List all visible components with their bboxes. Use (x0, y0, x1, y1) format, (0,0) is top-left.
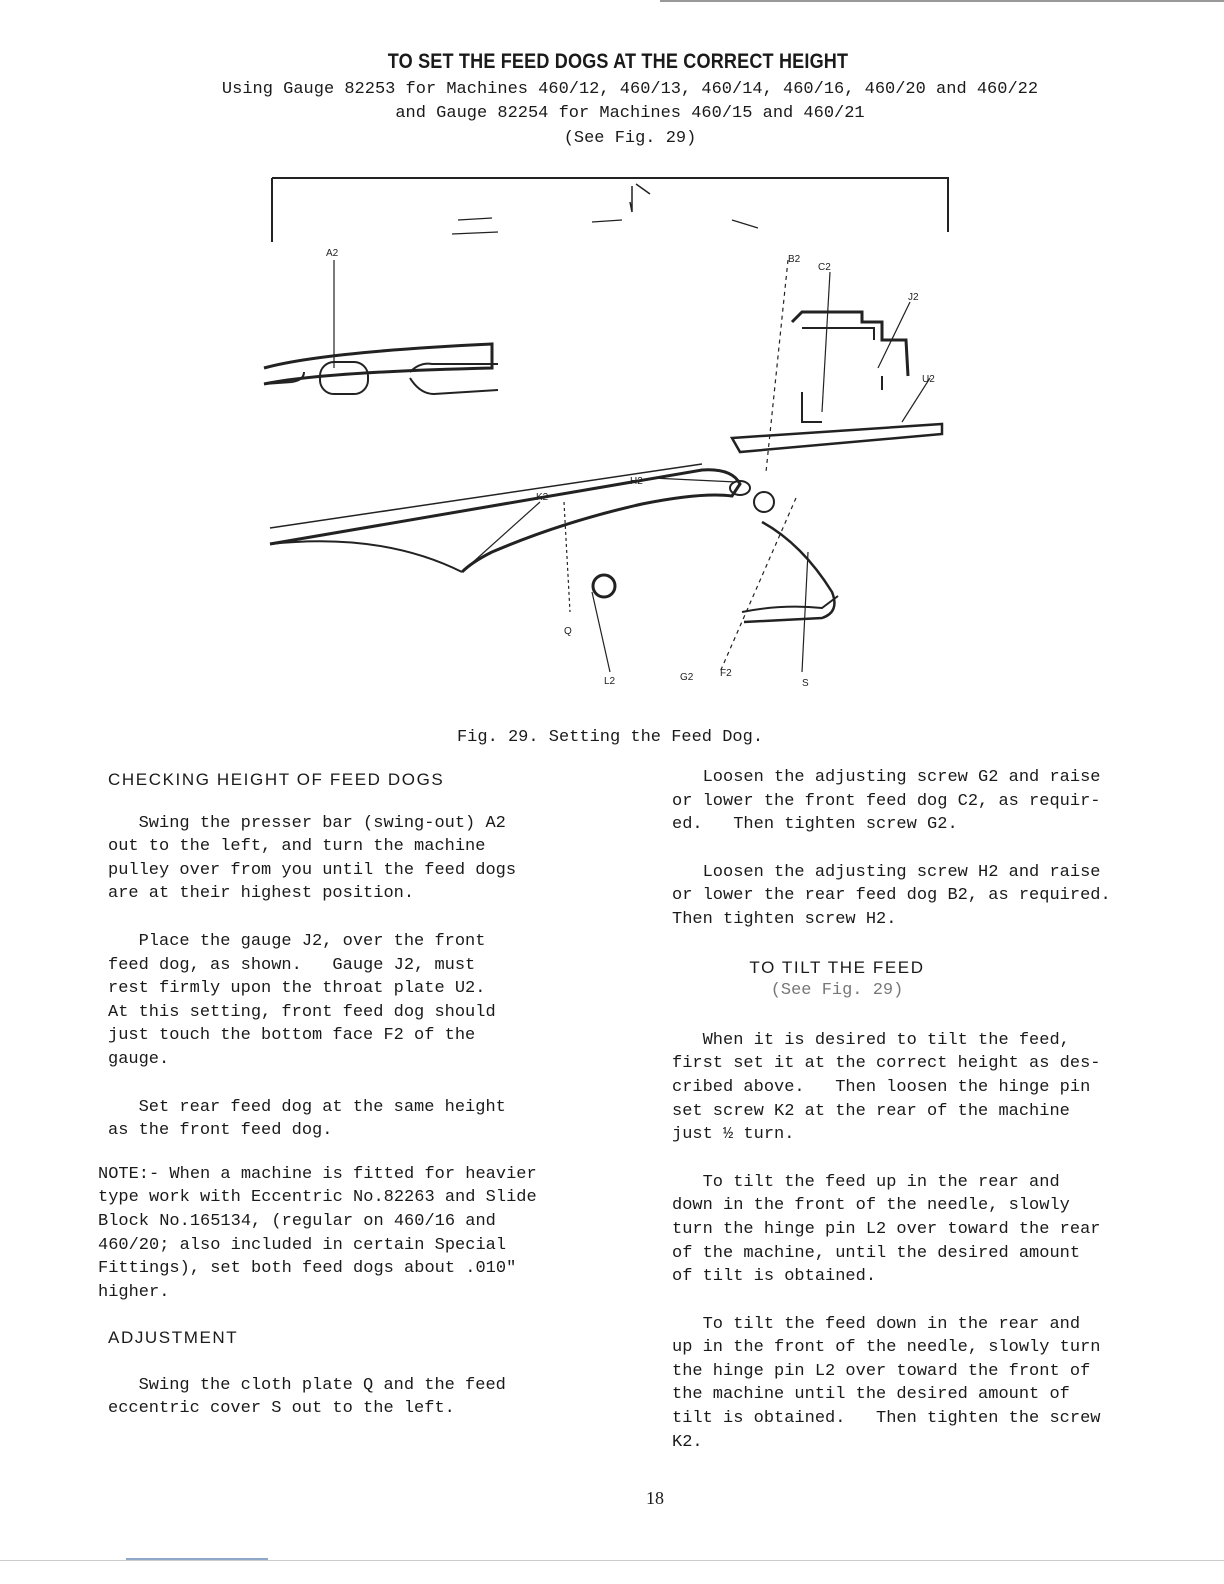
text-line: set screw K2 at the rear of the machine (672, 1101, 1070, 1121)
text-line: Place the gauge J2, over the front (108, 931, 486, 951)
bottom-mark (126, 1558, 268, 1560)
label-h2: H2 (630, 476, 643, 487)
text-line: Block No.165134, (regular on 460/16 and (98, 1211, 496, 1231)
text-line: of the machine, until the desired amount (672, 1243, 1081, 1263)
text-line: Loosen the adjusting screw G2 and raise (672, 768, 1101, 787)
text-line: or lower the front feed dog C2, as requir- (672, 791, 1101, 811)
text-line: first set it at the correct height as des- (672, 1054, 1101, 1074)
text-line: out to the left, and turn the machine (108, 837, 486, 857)
label-b2: B2 (788, 254, 801, 265)
note-heavier-work (98, 1163, 628, 1305)
text-line: higher. (98, 1282, 170, 1302)
text-line: K2. (672, 1432, 703, 1452)
tilt-figure-reference: (See Fig. 29) (770, 981, 904, 1001)
feed-bar (270, 470, 740, 572)
text-line: just touch the bottom face F2 of the (108, 1026, 476, 1046)
label-l2: L2 (604, 676, 616, 687)
throat-plate (732, 424, 942, 452)
text-line: feed dog, as shown. Gauge J2, must (108, 955, 476, 975)
paragraph-swing-presser-bar (108, 812, 628, 906)
text-line: the machine until the desired amount of (672, 1385, 1070, 1405)
paragraph-tilt-up-rear (672, 1171, 1192, 1289)
label-k2: K2 (536, 492, 549, 503)
bottom-rule (0, 1560, 1224, 1561)
text-line: type work with Eccentric No.82263 and Slide (98, 1188, 537, 1208)
text-line: 460/20; also included in certain Special (98, 1235, 507, 1255)
text-line: tilt is obtained. Then tighten the screw (672, 1409, 1101, 1429)
text-line: To tilt the feed up in the rear and (672, 1172, 1060, 1192)
label-g2: G2 (680, 672, 694, 683)
text-line: are at their highest position. (108, 884, 415, 904)
label-a2: A2 (326, 248, 339, 259)
page-number: 18 (646, 1488, 664, 1508)
text-line: To tilt the feed down in the rear and (672, 1314, 1081, 1334)
left-column (98, 768, 628, 1421)
paragraph-tilt-intro (672, 1029, 1192, 1147)
text-line: as the front feed dog. (108, 1121, 333, 1141)
text-line: just ½ turn. (672, 1125, 795, 1145)
heading-adjustment: ADJUSTMENT (108, 1328, 239, 1348)
text-line: NOTE:- When a machine is fitted for heavier (98, 1164, 537, 1184)
label-j2: J2 (908, 292, 919, 303)
gauge-line-2: and Gauge 82254 for Machines 460/15 and 460/21 (395, 104, 865, 123)
text-line: pulley over from you until the feed dogs (108, 860, 517, 880)
text-line: Fittings), set both feed dogs about .010" (98, 1259, 517, 1279)
text-line: Swing the cloth plate Q and the feed (108, 1375, 506, 1395)
text-line: of tilt is obtained. (672, 1267, 877, 1287)
gauge-j2 (792, 312, 908, 376)
feed-dog-figure (262, 172, 962, 700)
text-line: Swing the presser bar (swing-out) A2 (108, 813, 506, 833)
page-title: TO SET THE FEED DOGS AT THE CORRECT HEIGHT (387, 50, 849, 73)
text-line: Loosen the adjusting screw H2 and raise (672, 862, 1101, 882)
text-line: down in the front of the needle, slowly (672, 1196, 1070, 1216)
paragraph-tilt-down-rear (672, 1313, 1192, 1455)
top-rule (660, 0, 1224, 2)
right-column (672, 766, 1192, 1454)
text-line: eccentric cover S out to the left. (108, 1399, 455, 1419)
label-s: S (802, 678, 809, 689)
text-line: cribed above. Then loosen the hinge pin (672, 1077, 1091, 1097)
text-line: Set rear feed dog at the same height (108, 1097, 506, 1117)
paragraph-cloth-plate (108, 1374, 628, 1421)
label-u2: U2 (922, 374, 935, 385)
figure-reference: (See Fig. 29) (563, 129, 697, 148)
figure-frame (272, 178, 948, 232)
label-c2: C2 (818, 262, 831, 273)
text-line: At this setting, front feed dog should (108, 1002, 496, 1022)
text-line: ed. Then tighten screw G2. (672, 815, 958, 835)
text-line: rest firmly upon the throat plate U2. (108, 979, 486, 999)
heading-checking-height: CHECKING HEIGHT OF FEED DOGS (108, 770, 445, 789)
gauge-line-1: Using Gauge 82253 for Machines 460/12, 460/13, 460/14, 460/16, 460/20 and 460/22 (221, 80, 1039, 99)
text-line: up in the front of the needle, slowly turn (672, 1338, 1101, 1358)
text-line: gauge. (108, 1049, 170, 1069)
text-line: or lower the rear feed dog B2, as required. (672, 886, 1111, 906)
hinge-pin-l2 (593, 575, 615, 597)
text-line: Then tighten screw H2. (672, 909, 897, 929)
text-line: When it is desired to tilt the feed, (672, 1030, 1070, 1050)
heading-tilt-feed: TO TILT THE FEED (749, 957, 925, 977)
feed-dog-illustration (262, 172, 962, 700)
text-line: the hinge pin L2 over toward the front of (672, 1361, 1091, 1381)
paragraph-adjust-g2 (672, 766, 1192, 837)
label-f2: F2 (720, 668, 732, 679)
label-q: Q (564, 626, 572, 637)
paragraph-place-gauge (108, 930, 628, 1072)
paragraph-rear-feed-dog (108, 1096, 628, 1143)
paragraph-adjust-h2 (672, 861, 1192, 932)
text-line: turn the hinge pin L2 over toward the rear (672, 1219, 1101, 1239)
tilt-heading-block (672, 956, 1002, 1003)
figure-caption: Fig. 29. Setting the Feed Dog. (456, 728, 764, 747)
